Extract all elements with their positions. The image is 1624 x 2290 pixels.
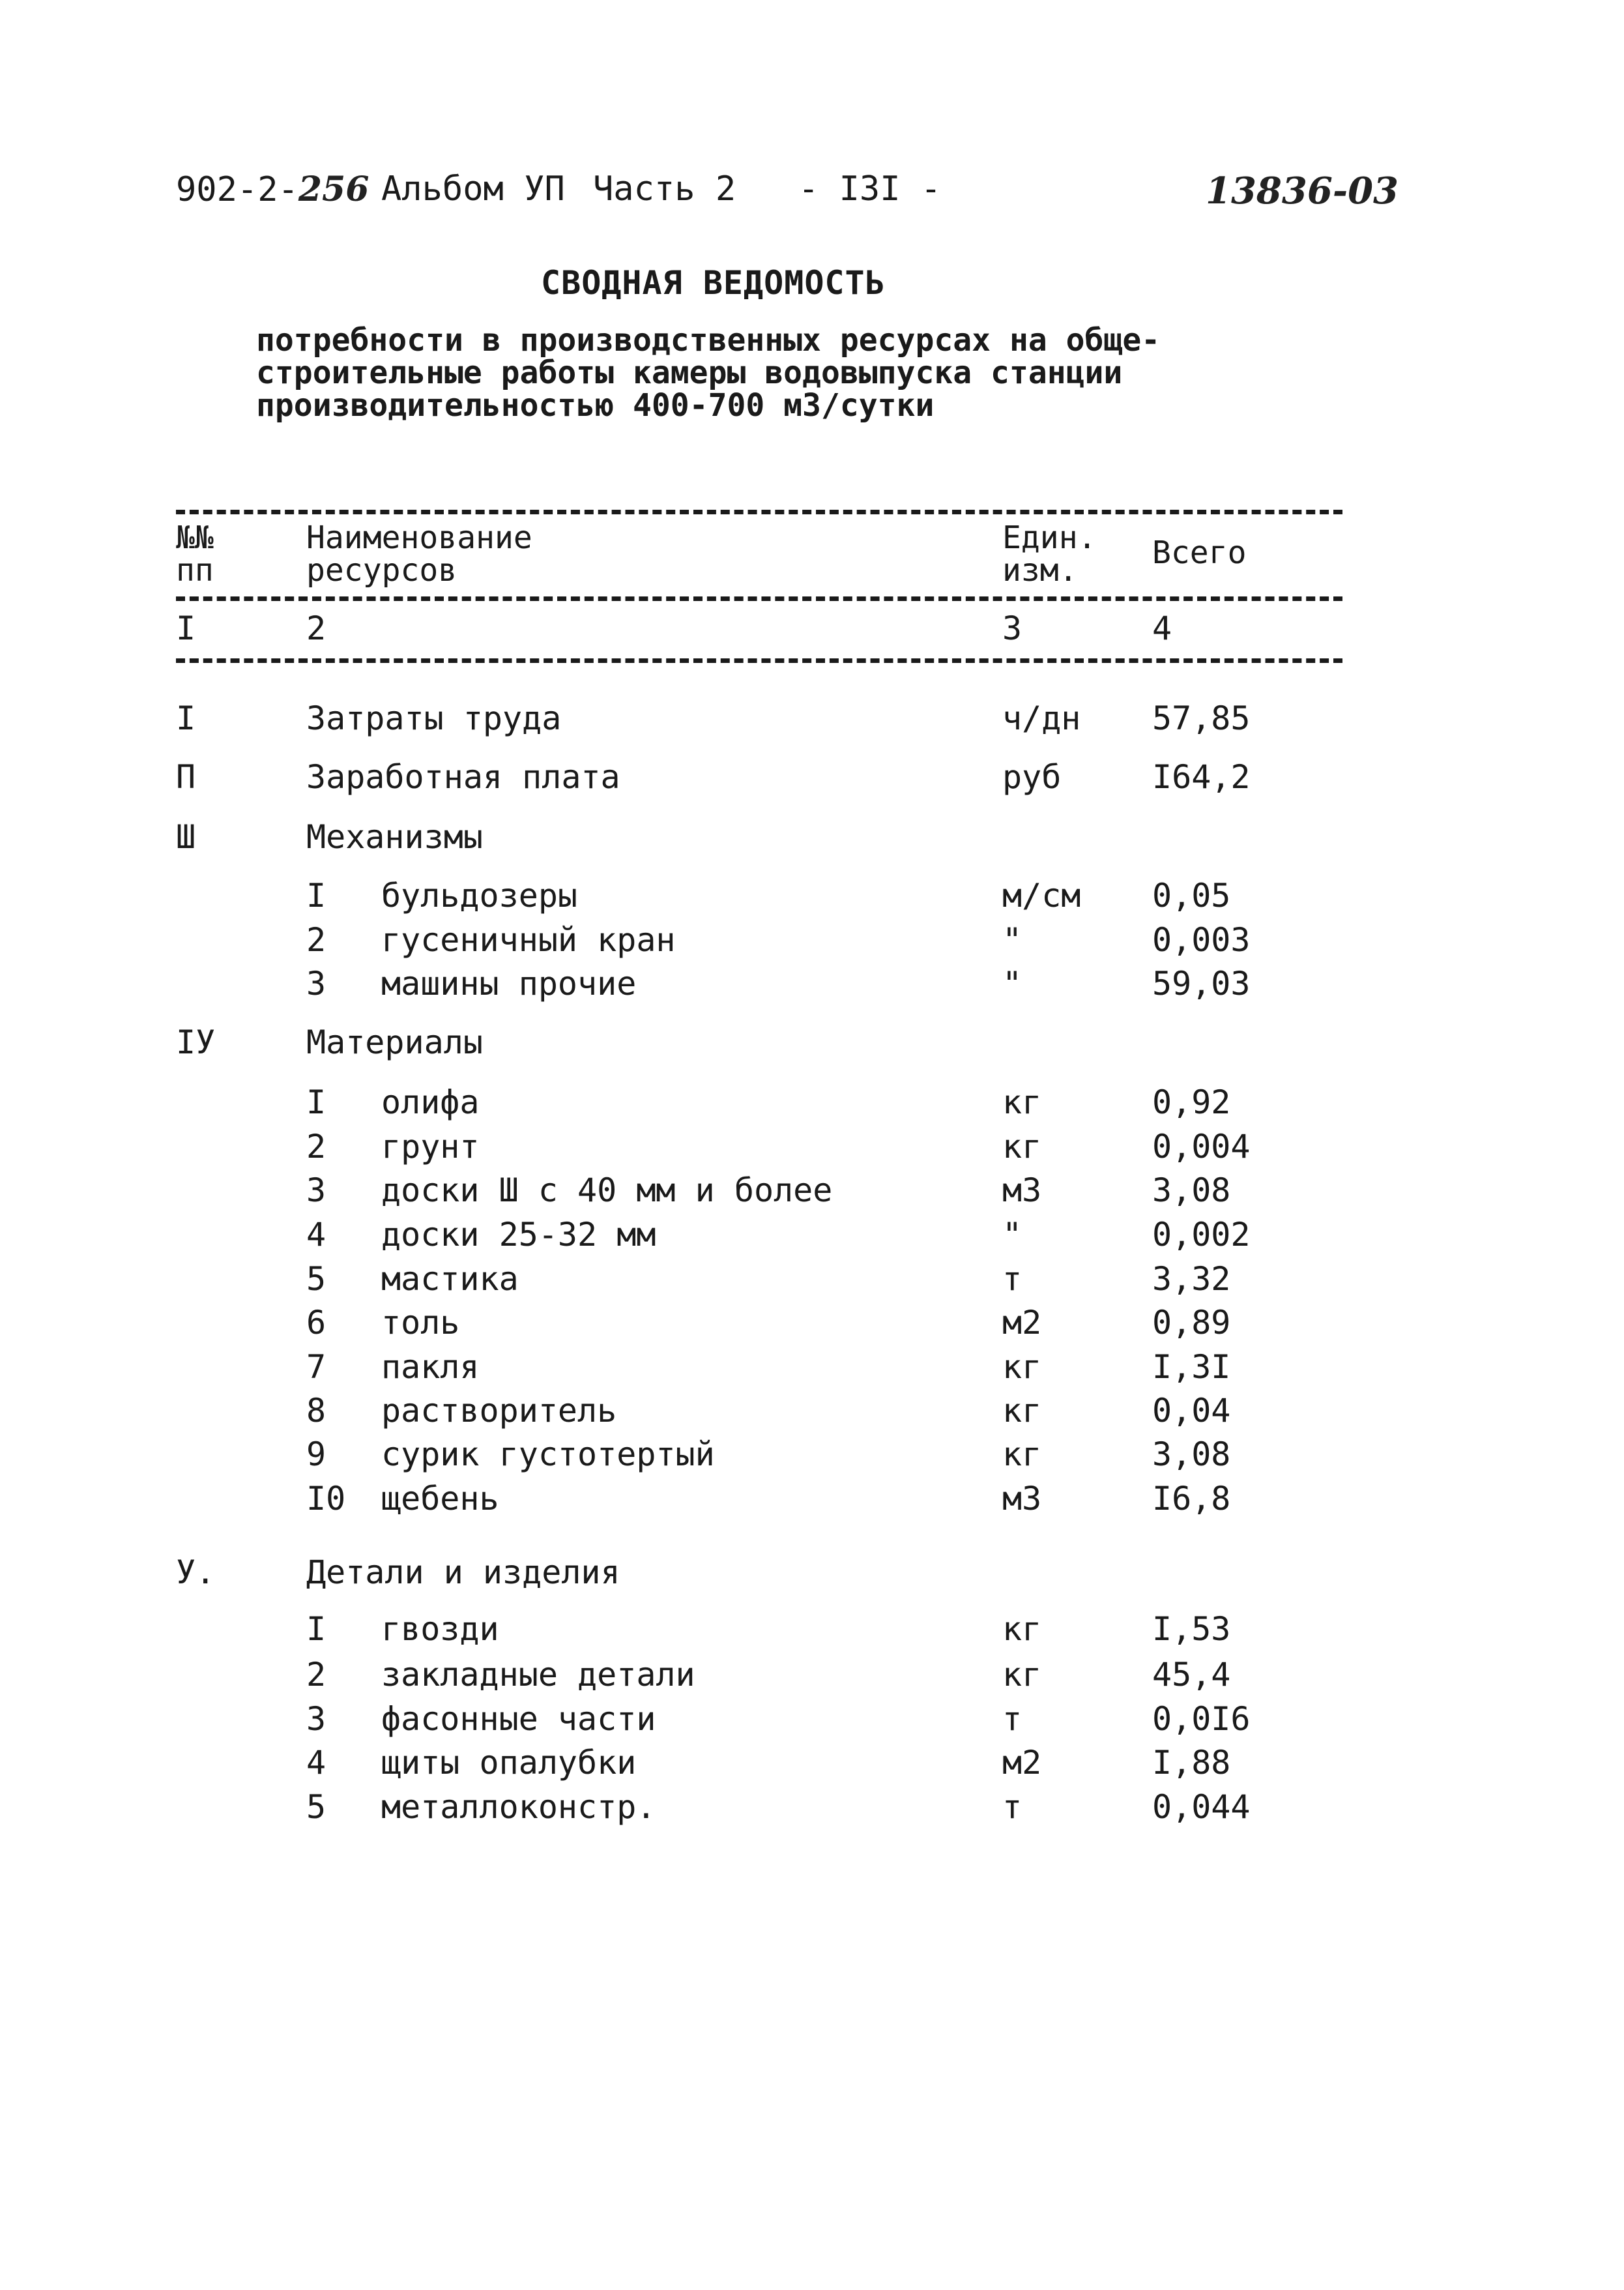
row-total: 0,89 — [1152, 1304, 1231, 1342]
row-name: растворитель — [381, 1392, 617, 1430]
doc-code-prefix: 902-2- — [176, 170, 298, 209]
row-unit: " — [1002, 921, 1022, 959]
row-name: доски Ш с 40 мм и более — [381, 1171, 833, 1209]
row-total: 0,92 — [1152, 1083, 1231, 1121]
col-header-unit: Един. изм. — [1002, 520, 1097, 589]
row-subnumber: 4 — [306, 1744, 326, 1782]
row-total: 0,04 — [1152, 1392, 1231, 1430]
row-subnumber: 4 — [306, 1216, 326, 1254]
table-rule-top — [176, 510, 1342, 514]
row-name: щиты опалубки — [381, 1744, 637, 1782]
row-total: 3,32 — [1152, 1260, 1231, 1298]
row-unit: м2 — [1002, 1304, 1042, 1342]
row-name: Детали и изделия — [306, 1553, 620, 1591]
table-rule-header — [176, 596, 1342, 601]
row-unit: м3 — [1002, 1171, 1042, 1209]
col-header-total: Всего — [1152, 535, 1247, 571]
col-number-2: 2 — [306, 609, 326, 647]
col-header-name: Наименование ресурсов — [306, 520, 532, 589]
row-total: 0,05 — [1152, 877, 1231, 915]
row-subnumber: I0 — [306, 1480, 346, 1518]
row-unit: кг — [1002, 1392, 1042, 1430]
page-number: - I3I - — [798, 169, 942, 209]
row-number: П — [176, 758, 196, 796]
doc-number: 13836-03 — [1206, 169, 1399, 213]
row-unit: " — [1002, 1216, 1022, 1254]
row-total: I,88 — [1152, 1744, 1231, 1782]
row-total: 3,08 — [1152, 1435, 1231, 1473]
row-subnumber: 3 — [306, 1171, 326, 1209]
subtitle-line-1: потребности в производственных ресурсах на обще- — [256, 322, 1161, 359]
row-total: 0,0I6 — [1152, 1700, 1251, 1738]
row-subnumber: 2 — [306, 1128, 326, 1166]
row-subnumber: I — [306, 1083, 326, 1121]
row-name: бульдозеры — [381, 877, 578, 915]
doc-code — [176, 169, 369, 209]
row-name: олифа — [381, 1083, 480, 1121]
row-name: закладные детали — [381, 1656, 695, 1694]
row-unit: т — [1002, 1788, 1022, 1826]
row-total: 0,004 — [1152, 1128, 1251, 1166]
row-unit: кг — [1002, 1083, 1042, 1121]
row-name: сурик густотертый — [381, 1435, 715, 1473]
col-number-4: 4 — [1152, 609, 1172, 647]
row-name: гвозди — [381, 1610, 499, 1648]
row-subnumber: 7 — [306, 1348, 326, 1386]
row-name: пакля — [381, 1348, 480, 1386]
part-label: Часть 2 — [593, 169, 736, 209]
row-unit: кг — [1002, 1656, 1042, 1694]
row-number: Ш — [176, 818, 196, 856]
row-total: I,3I — [1152, 1348, 1231, 1386]
row-name: Заработная плата — [306, 758, 620, 796]
row-name: грунт — [381, 1128, 480, 1166]
row-name: мастика — [381, 1260, 519, 1298]
row-unit: кг — [1002, 1435, 1042, 1473]
row-unit: " — [1002, 965, 1022, 1003]
row-number: I — [176, 699, 196, 737]
row-total: 0,003 — [1152, 921, 1251, 959]
row-name: толь — [381, 1304, 460, 1342]
row-subnumber: 2 — [306, 921, 326, 959]
row-subnumber: I — [306, 1610, 326, 1648]
doc-code-handwritten: 256 — [298, 169, 370, 209]
row-subnumber: 5 — [306, 1260, 326, 1298]
row-subnumber: 6 — [306, 1304, 326, 1342]
row-total: 59,03 — [1152, 965, 1251, 1003]
row-name: Затраты труда — [306, 699, 562, 737]
row-subnumber: 3 — [306, 1700, 326, 1738]
row-total: 45,4 — [1152, 1656, 1231, 1694]
row-unit: т — [1002, 1700, 1022, 1738]
row-number: IУ — [176, 1023, 216, 1061]
row-unit: ч/дн — [1002, 699, 1081, 737]
row-unit: руб — [1002, 758, 1062, 796]
row-subnumber: 3 — [306, 965, 326, 1003]
row-unit: м/см — [1002, 877, 1081, 915]
col-number-3: 3 — [1002, 609, 1022, 647]
row-subnumber: I — [306, 877, 326, 915]
row-unit: кг — [1002, 1348, 1042, 1386]
row-unit: т — [1002, 1260, 1022, 1298]
row-name: Материалы — [306, 1023, 483, 1061]
subtitle-line-3: производительностью 400-700 м3/сутки — [256, 387, 935, 424]
row-total: 0,002 — [1152, 1216, 1251, 1254]
row-total: I64,2 — [1152, 758, 1251, 796]
row-name: щебень — [381, 1480, 499, 1518]
row-name: металлоконстр. — [381, 1788, 656, 1826]
row-total: 0,044 — [1152, 1788, 1251, 1826]
row-name: гусеничный кран — [381, 921, 676, 959]
row-total: 3,08 — [1152, 1171, 1231, 1209]
page-title: СВОДНАЯ ВЕДОМОСТЬ — [541, 264, 886, 302]
row-number: У. — [176, 1553, 216, 1591]
col-header-num: №№ пп — [176, 520, 214, 589]
row-unit: м2 — [1002, 1744, 1042, 1782]
row-subnumber: 2 — [306, 1656, 326, 1694]
col-number-1: I — [176, 609, 196, 647]
table-rule-numbers — [176, 658, 1342, 663]
row-name: фасонные части — [381, 1700, 656, 1738]
row-name: доски 25-32 мм — [381, 1216, 656, 1254]
row-subnumber: 9 — [306, 1435, 326, 1473]
subtitle-line-2: строительные работы камеры водовыпуска станции — [256, 355, 1123, 391]
row-subnumber: 8 — [306, 1392, 326, 1430]
row-unit: кг — [1002, 1610, 1042, 1648]
row-total: I6,8 — [1152, 1480, 1231, 1518]
row-unit: кг — [1002, 1128, 1042, 1166]
row-total: 57,85 — [1152, 699, 1251, 737]
album-label: Альбом УП — [381, 169, 565, 209]
row-name: Механизмы — [306, 818, 483, 856]
row-total: I,53 — [1152, 1610, 1231, 1648]
row-subnumber: 5 — [306, 1788, 326, 1826]
row-name: машины прочие — [381, 965, 637, 1003]
row-unit: м3 — [1002, 1480, 1042, 1518]
